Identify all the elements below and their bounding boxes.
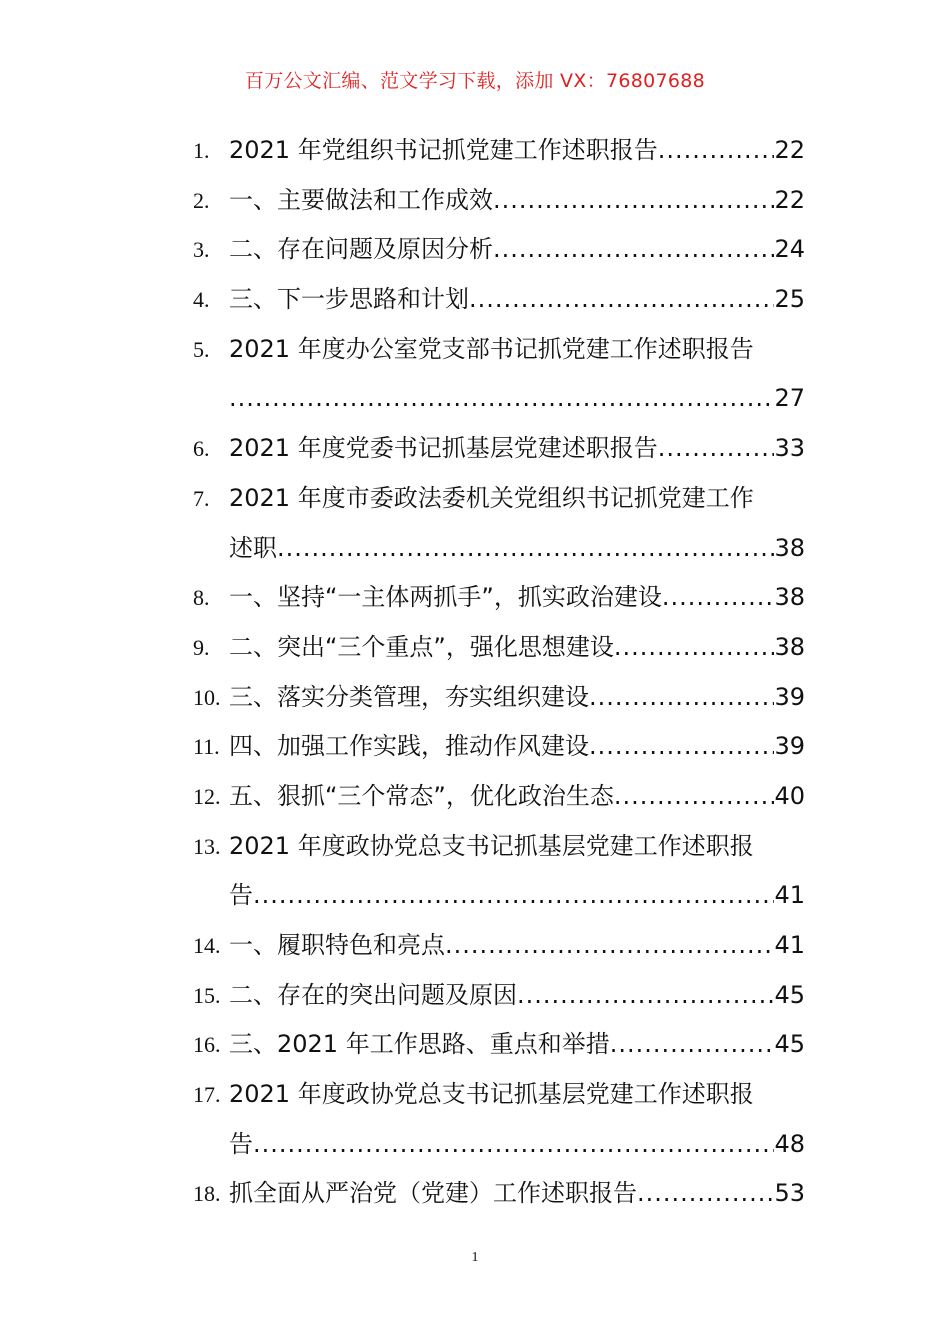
toc-entry-page: 33 [774, 434, 805, 463]
toc-entry-title: 2021 年度政协党总支书记抓基层党建工作述职报 [229, 831, 754, 860]
toc-entry-page: 41 [774, 931, 805, 959]
toc-entry-number: 17. [193, 1082, 221, 1108]
toc-entry-number: 8. [193, 585, 210, 611]
toc-entry-page: 38 [774, 632, 805, 661]
toc-entry-title: 2021 年度政协党总支书记抓基层党建工作述职报 [229, 1080, 754, 1109]
toc-entry-page: 38 [774, 583, 805, 612]
toc-entry-page: 27 [774, 384, 805, 413]
dot-leader [493, 176, 774, 226]
toc-entry-page: 45 [774, 1030, 805, 1059]
toc-entry-page: 39 [774, 682, 805, 711]
toc-entry[interactable] [193, 325, 805, 375]
toc-entry-page: 22 [774, 185, 805, 214]
dot-leader [469, 275, 774, 325]
toc-entry[interactable] [193, 871, 805, 921]
toc-entry[interactable] [193, 1070, 805, 1120]
dot-leader [253, 1120, 774, 1170]
toc-entry-title: 告 [229, 881, 253, 910]
toc-entry[interactable] [193, 126, 805, 176]
toc-entry-title: 一、主要做法和工作成效 [229, 185, 493, 214]
dot-leader [589, 722, 774, 772]
toc-entry[interactable] [193, 1169, 805, 1219]
toc-entry-number: 7. [193, 485, 210, 511]
toc-entry-title: 一、坚持“一主体两抓手”，抓实政治建设 [229, 583, 662, 612]
toc-entry[interactable] [193, 524, 805, 574]
dot-leader [589, 673, 774, 723]
toc-entry-title: 四、加强工作实践，推动作风建设 [229, 732, 589, 761]
toc-entry[interactable] [193, 275, 805, 325]
dot-leader [658, 126, 775, 176]
toc-entry-title: 抓全面从严治党（党建）工作述职报告 [229, 1179, 637, 1208]
toc-entry-number: 10. [193, 684, 221, 710]
toc-entry-number: 16. [193, 1032, 221, 1058]
toc-entry-page: 39 [774, 732, 805, 761]
toc-entry-title: 一、履职特色和亮点 [229, 931, 445, 959]
toc-entry[interactable] [193, 623, 805, 673]
toc-entry-title: 告 [229, 1129, 253, 1158]
toc-entry-page: 25 [774, 285, 805, 314]
toc-entry-number: 4. [193, 287, 210, 313]
dot-leader [253, 871, 774, 921]
toc-entry-number: 6. [193, 436, 210, 462]
toc-entry[interactable] [193, 822, 805, 872]
table-of-contents [193, 126, 805, 1219]
toc-entry-title: 二、存在问题及原因分析 [229, 235, 493, 264]
dot-leader [445, 921, 774, 971]
toc-entry-number: 18. [193, 1181, 221, 1207]
toc-entry-title: 三、下一步思路和计划 [229, 285, 469, 314]
toc-entry-title: 2021 年度办公室党支部书记抓党建工作述职报告 [229, 334, 754, 363]
toc-entry-title: 2021 年度市委政法委机关党组织书记抓党建工作 [229, 483, 754, 512]
toc-entry[interactable] [193, 424, 805, 474]
toc-entry-title: 述职 [229, 533, 277, 562]
toc-entry[interactable] [193, 573, 805, 623]
toc-entry-number: 5. [193, 336, 210, 362]
toc-entry-number: 12. [193, 783, 221, 809]
dot-leader [517, 971, 774, 1021]
toc-entry[interactable] [193, 772, 805, 822]
toc-entry-title: 三、落实分类管理，夯实组织建设 [229, 682, 589, 711]
toc-entry[interactable] [193, 225, 805, 275]
header-watermark-text: 百万公文汇编、范文学习下载，添加 VX：76807688 [244, 70, 706, 92]
toc-entry-page: 40 [774, 781, 805, 810]
toc-entry-page: 22 [774, 136, 805, 164]
toc-entry[interactable] [193, 474, 805, 524]
toc-entry-title: 2021 年度党委书记抓基层党建述职报告 [229, 434, 658, 463]
toc-entry[interactable] [193, 374, 805, 424]
toc-entry-number: 13. [193, 833, 221, 859]
page-number: 1 [471, 1250, 479, 1265]
toc-entry[interactable] [193, 176, 805, 226]
toc-entry-page: 24 [774, 235, 805, 264]
dot-leader [614, 772, 775, 822]
toc-entry-page: 45 [774, 980, 805, 1009]
toc-entry-title: 三、2021 年工作思路、重点和举措 [229, 1030, 610, 1059]
toc-entry-page: 53 [774, 1179, 805, 1208]
toc-entry-number: 15. [193, 982, 221, 1008]
dot-leader [637, 1169, 774, 1219]
toc-entry-page: 41 [774, 881, 805, 910]
toc-entry-number: 14. [193, 933, 221, 958]
toc-entry-page: 38 [774, 533, 805, 562]
toc-entry-number: 9. [193, 634, 210, 660]
toc-entry-number: 2. [193, 187, 210, 213]
toc-entry[interactable] [193, 673, 805, 723]
toc-entry[interactable] [193, 722, 805, 772]
dot-leader [277, 524, 774, 574]
toc-entry-title: 二、突出“三个重点”，强化思想建设 [229, 632, 614, 661]
toc-entry[interactable] [193, 921, 805, 971]
dot-leader [658, 424, 775, 474]
dot-leader [493, 225, 774, 275]
toc-entry-number: 1. [193, 138, 210, 163]
dot-leader [229, 374, 774, 424]
toc-entry-title: 五、狠抓“三个常态”，优化政治生态 [229, 781, 614, 810]
dot-leader [662, 573, 775, 623]
toc-entry[interactable] [193, 971, 805, 1021]
toc-entry[interactable] [193, 1120, 805, 1170]
dot-leader [614, 623, 775, 673]
toc-entry-number: 11. [193, 734, 220, 760]
toc-entry-title: 二、存在的突出问题及原因 [229, 980, 517, 1009]
dot-leader [610, 1020, 775, 1070]
toc-entry-title: 2021 年党组织书记抓党建工作述职报告 [229, 136, 658, 164]
toc-entry[interactable] [193, 1020, 805, 1070]
toc-entry-page: 48 [774, 1129, 805, 1158]
toc-entry-number: 3. [193, 237, 210, 263]
